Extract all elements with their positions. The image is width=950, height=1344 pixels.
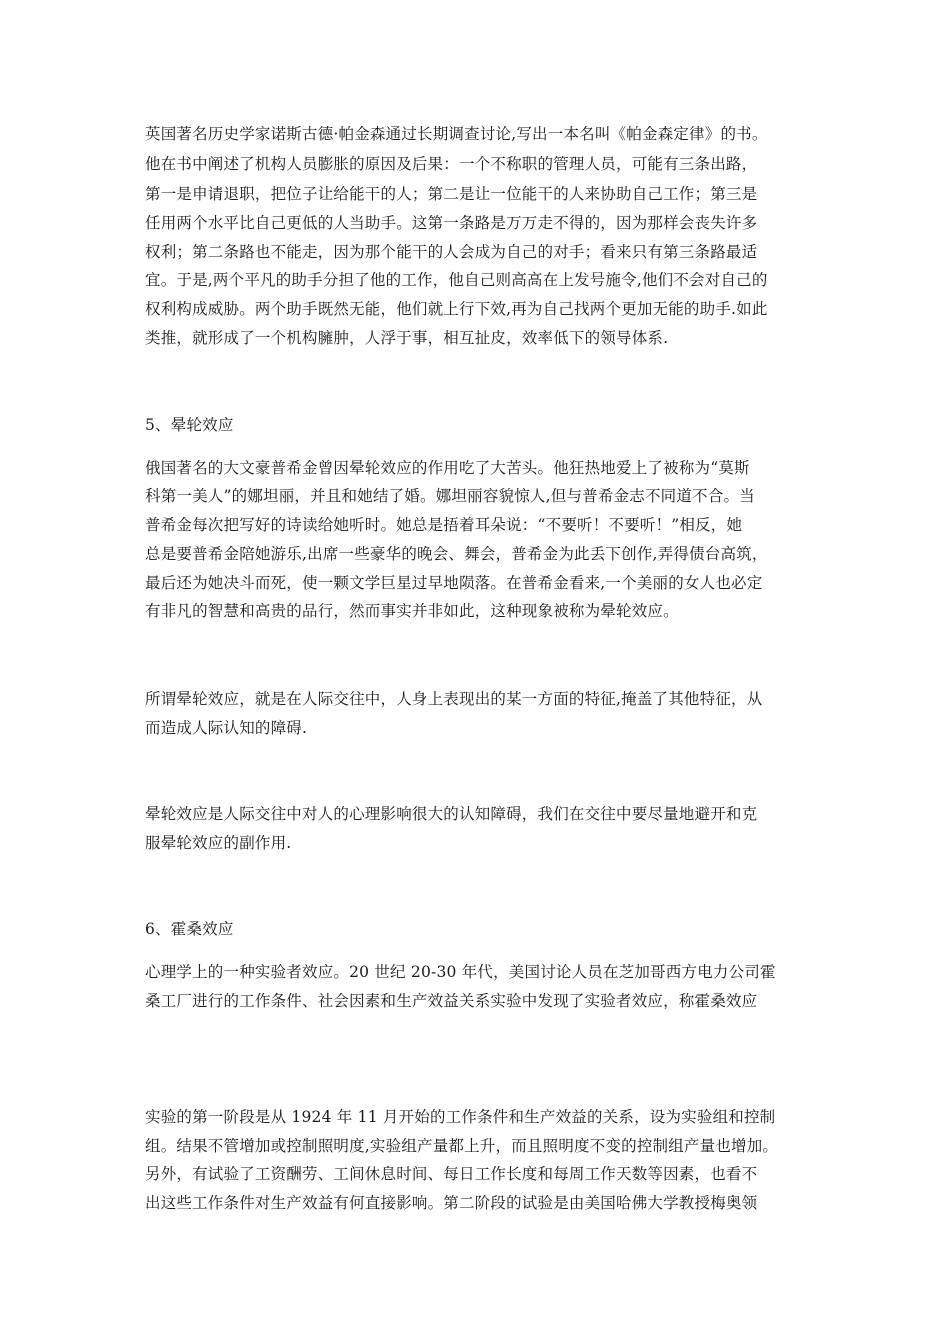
paragraph-line: 任用两个水平比自己更低的人当助手。这第一条路是万万走不得的，因为那样会丧失许多: [145, 214, 758, 232]
paragraph-line: 桑工厂进行的工作条件、社会因素和生产效益关系实验中发现了实验者效应，称霍桑效应: [145, 992, 758, 1010]
paragraph-line: 普希金每次把写好的诗读给她听时。她总是捂着耳朵说：“不要听！不要听！”相反，她: [145, 516, 743, 534]
paragraph-line: 科第一美人”的娜坦丽，并且和她结了婚。娜坦丽容貌惊人,但与普希金志不同道不合。当: [145, 487, 755, 505]
paragraph-line: 组。结果不管增加或控制照明度,实验组产量都上升，而且照明度不变的控制组产量也增加。: [145, 1137, 779, 1155]
section-heading-halo-effect: 5、晕轮效应: [145, 416, 234, 434]
paragraph-line: 类推，就形成了一个机构臃肿，人浮于事，相互扯皮，效率低下的领导体系.: [145, 329, 669, 347]
paragraph-line: 实验的第一阶段是从 1924 年 11 月开始的工作条件和生产效益的关系，设为实验组和控制: [145, 1108, 776, 1126]
section-heading-hawthorne-effect: 6、霍桑效应: [145, 920, 234, 938]
paragraph-line: 权利；第二条路也不能走，因为那个能干的人会成为自己的对手；看来只有第三条路最适: [145, 243, 758, 261]
paragraph-line: 晕轮效应是人际交往中对人的心理影响很大的认知障碍，我们在交往中要尽量地避开和克: [145, 805, 758, 823]
paragraph-line: 第一是申请退职，把位子让给能干的人；第二是让一位能干的人来协助自己工作；第三是: [145, 185, 758, 203]
paragraph-line: 服晕轮效应的副作用.: [145, 834, 292, 852]
paragraph-line: 英国著名历史学家诺斯古德·帕金森通过长期调查讨论,写出一本名叫《帕金森定律》的书。: [145, 125, 768, 143]
paragraph-line: 俄国著名的大文豪普希金曾因晕轮效应的作用吃了大苦头。他狂热地爱上了被称为“莫斯: [145, 459, 750, 477]
paragraph-line: 有非凡的智慧和高贵的品行，然而事实并非如此，这种现象被称为晕轮效应。: [145, 602, 679, 620]
paragraph-line: 出这些工作条件对生产效益有何直接影响。第二阶段的试验是由美国哈佛大学教授梅奥领: [145, 1194, 758, 1212]
paragraph-line: 宜。于是,两个平凡的助手分担了他的工作，他自己则高高在上发号施令,他们不会对自己的: [145, 271, 768, 289]
paragraph-line: 而造成人际认知的障碍.: [145, 719, 308, 737]
paragraph-line: 最后还为她决斗而死，使一颗文学巨星过早地陨落。在普希金看来,一个美丽的女人也必定: [145, 574, 763, 592]
paragraph-line: 总是要普希金陪她游乐,出席一些豪华的晚会、舞会，普希金为此丢下创作,弄得债台高筑，: [145, 545, 768, 563]
paragraph-line: 权利构成威胁。两个助手既然无能，他们就上行下效,再为自己找两个更加无能的助手.如此: [145, 300, 768, 318]
paragraph-line: 心理学上的一种实验者效应。20 世纪 20-30 年代，美国讨论人员在芝加哥西方电力公司霍: [145, 963, 776, 981]
paragraph-line: 所谓晕轮效应，就是在人际交往中，人身上表现出的某一方面的特征,掩盖了其他特征，从: [145, 690, 763, 708]
paragraph-line: 另外，有试验了工资酬劳、工间休息时间、每日工作长度和每周工作天数等因素，也看不: [145, 1165, 758, 1183]
paragraph-line: 他在书中阐述了机构人员膨胀的原因及后果：一个不称职的管理人员，可能有三条出路，: [145, 155, 758, 173]
